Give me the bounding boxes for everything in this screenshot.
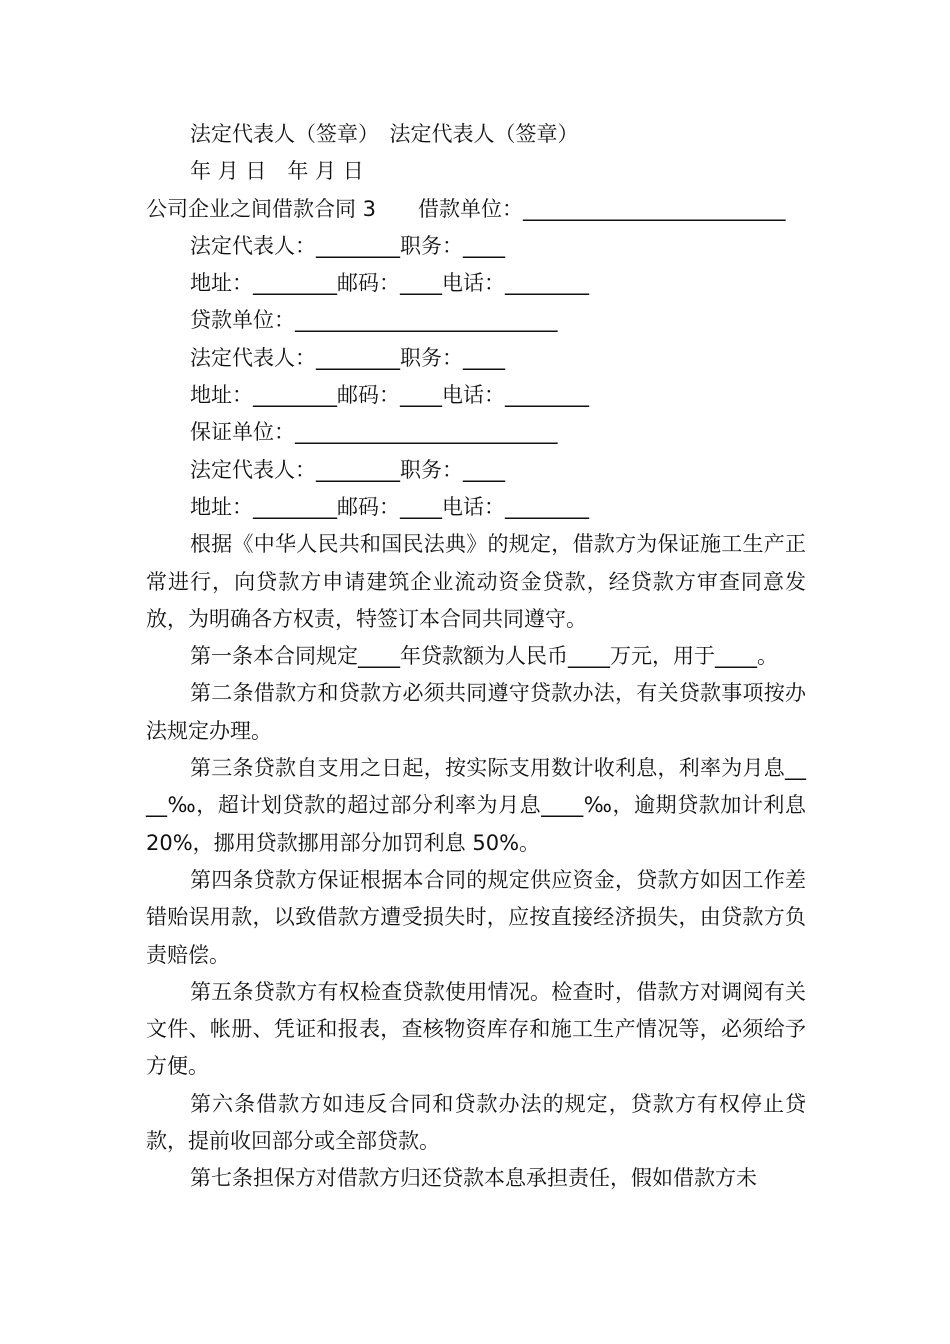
article-2-paragraph: 第二条借款方和贷款方必须共同遵守贷款办法，有关贷款事项按办法规定办理。: [146, 681, 806, 743]
borrower-representative-line: 法定代表人：________职务：____: [190, 233, 505, 258]
article-1-paragraph: 第一条本合同规定____年贷款额为人民币____万元，用于____。: [190, 644, 778, 669]
preamble-paragraph: 根据《中华人民共和国民法典》的规定，借款方为保证施工生产正常进行，向贷款方申请建筑企业流动资金贷款，经贷款方审查同意发放，为明确各方权责，特签订本合同共同遵守。: [146, 532, 806, 631]
article-4-paragraph: 第四条贷款方保证根据本合同的规定供应资金，贷款方如因工作差错贻误用款，以致借款方遭受损失时，应按直接经济损失，由贷款方负责赔偿。: [146, 867, 806, 967]
borrower-address-line: 地址：________邮码：____电话：________: [190, 271, 589, 296]
lender-unit-line: 贷款单位：_________________________: [190, 308, 558, 333]
contract-title-line: 公司企业之间借款合同 3 借款单位：_________________________: [146, 196, 786, 221]
date-line: 年 月 日 年 月 日: [190, 159, 364, 184]
guarantor-unit-line: 保证单位：_________________________: [190, 420, 558, 445]
article-6-paragraph: 第六条借款方如违反合同和贷款办法的规定，贷款方有权停止贷款，提前收回部分或全部贷款。: [146, 1091, 806, 1154]
guarantor-address-line: 地址：________邮码：____电话：________: [190, 494, 589, 519]
signature-line: 法定代表人（签章） 法定代表人（签章）: [190, 122, 579, 146]
lender-representative-line: 法定代表人：________职务：____: [190, 345, 505, 370]
guarantor-representative-line: 法定代表人：________职务：____: [190, 457, 505, 482]
lender-address-line: 地址：________邮码：____电话：________: [190, 383, 589, 408]
article-3-paragraph: 第三条贷款自支用之日起，按实际支用数计收利息，利率为月息____‰，超计划贷款的超过部分利率为月息____‰，逾期贷款加计利息 20%，挪用贷款挪用部分加罚利息 50%。: [146, 756, 806, 855]
article-5-paragraph: 第五条贷款方有权检查贷款使用情况。检查时，借款方对调阅有关文件、帐册、凭证和报表，查核物资库存和施工生产情况等，必须给予方便。: [146, 979, 806, 1079]
document-body: [146, 116, 806, 1198]
article-7-paragraph: 第七条担保方对借款方归还贷款本息承担责任，假如借款方未: [190, 1166, 757, 1191]
